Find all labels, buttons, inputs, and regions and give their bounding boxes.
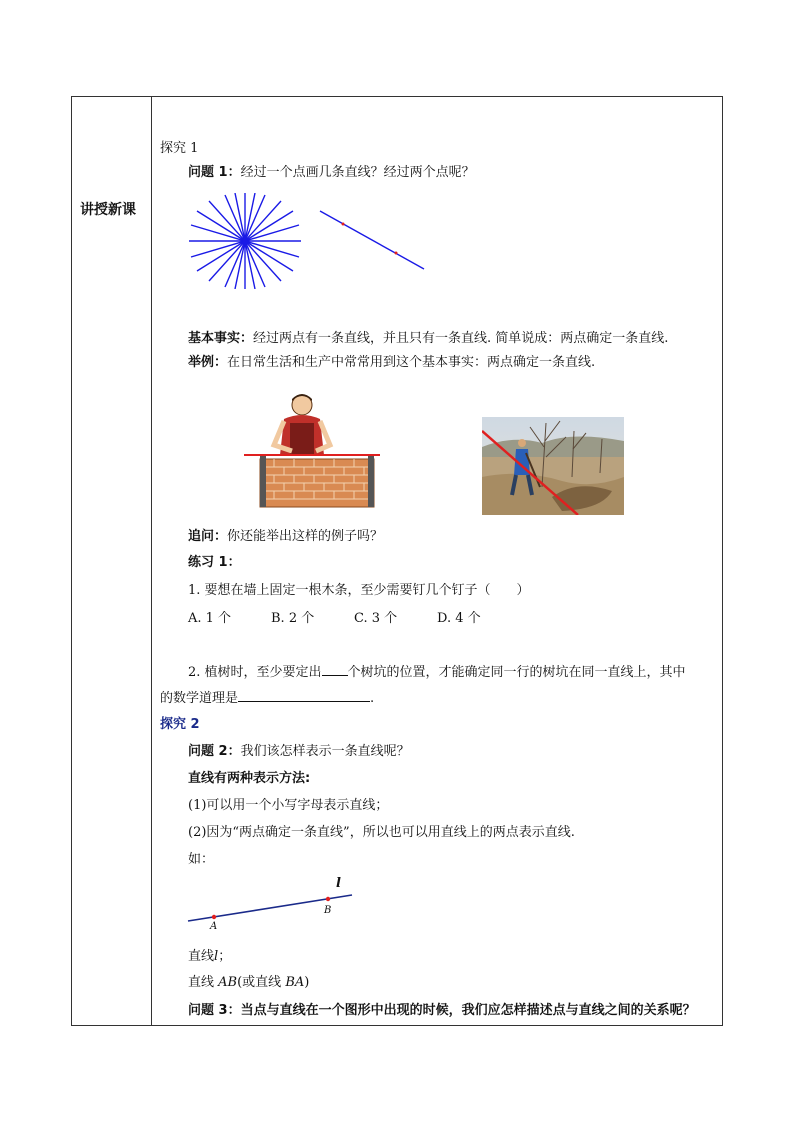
example <box>188 351 595 370</box>
explore2-heading: 探究 2 <box>160 717 200 732</box>
question2-text: 我们该怎样表示一条直线呢？ <box>240 744 410 759</box>
line-ab-var2: BA <box>285 975 305 990</box>
question3-label: 问题 3： <box>188 1003 241 1018</box>
practice1-option-d: D. 4 个 <box>437 611 481 626</box>
line-l-notation <box>188 945 231 964</box>
follow-up-text: 你还能举出这样的例子吗？ <box>227 529 384 544</box>
question3-text: 当点与直线在一个图形中出现的时候，我们应怎样描述点与直线之间的关系呢？ <box>240 1003 696 1018</box>
question1-text: 经过一个点画几条直线？经过两个点呢？ <box>240 165 475 180</box>
question2-label: 问题 2： <box>188 744 241 759</box>
question1 <box>188 161 475 180</box>
practice1-option-c: C. 3 个 <box>354 611 398 626</box>
practice1-q2-end: . <box>370 691 375 706</box>
line-l-var: l <box>214 949 219 964</box>
example-label: 举例： <box>188 355 228 370</box>
tree-planting-photo <box>482 417 624 515</box>
explore1-heading: 探究 1 <box>160 141 199 156</box>
question3 <box>188 999 696 1018</box>
label-l: l <box>336 876 341 891</box>
lines-through-one-point-figure <box>189 193 301 289</box>
practice1-q2-part3: 的数学道理是 <box>160 691 239 706</box>
practice1-question2 <box>188 661 686 680</box>
practice1-q2-part2: 个树坑的位置，才能确定同一行的树坑在同一直线上，其中 <box>347 665 686 680</box>
method1: (1)可以用一个小写字母表示直线； <box>188 798 389 813</box>
label-a: A <box>210 921 218 932</box>
example-text: 在日常生活和生产中常常用到这个基本事实：两点确定一条直线. <box>227 355 596 370</box>
question1-label: 问题 1： <box>188 165 241 180</box>
follow-up <box>188 525 383 544</box>
line-ab-var: AB <box>218 975 238 990</box>
practice1-q2-blank2 <box>238 689 370 702</box>
lesson-table <box>71 96 723 1026</box>
basic-fact-text: 经过两点有一条直线，并且只有一条直线. 简单说成：两点确定一条直线. <box>253 331 669 346</box>
methods-title: 直线有两种表示方法: <box>188 771 311 786</box>
row-label: 讲授新课 <box>80 202 136 218</box>
line-through-two-points-figure <box>316 207 428 273</box>
line-ab-suffix: ) <box>304 975 310 990</box>
practice1-option-b: B. 2 个 <box>271 611 315 626</box>
method2: (2)因为“两点确定一条直线”，所以也可以用直线上的两点表示直线. <box>188 825 575 840</box>
question2 <box>188 740 410 759</box>
line-l-suffix: ； <box>218 949 232 964</box>
practice1-question1: 1. 要想在墙上固定一根木条，至少需要钉几个钉子（ ） <box>188 583 530 598</box>
line-ab-notation <box>188 971 309 990</box>
line-l-prefix: 直线 <box>188 949 215 964</box>
practice1-q2-blank1 <box>322 663 348 676</box>
line-ab-prefix: 直线 <box>188 975 215 990</box>
content-cell <box>156 97 716 1025</box>
follow-up-label: 追问： <box>188 529 228 544</box>
bricklayer-illustration <box>244 389 380 509</box>
basic-fact <box>188 327 668 346</box>
practice1-q2-part1: 2. 植树时，至少要定出 <box>188 665 322 680</box>
example-intro: 如： <box>188 852 215 867</box>
practice1-option-a: A. 1 个 <box>188 611 232 626</box>
practice1-question2-cont <box>160 687 374 706</box>
label-b: B <box>324 905 332 916</box>
basic-fact-label: 基本事实： <box>188 331 254 346</box>
line-ab-mid: (或直线 <box>237 975 282 990</box>
practice1-heading: 练习 1： <box>188 555 241 570</box>
column-divider <box>151 97 152 1025</box>
